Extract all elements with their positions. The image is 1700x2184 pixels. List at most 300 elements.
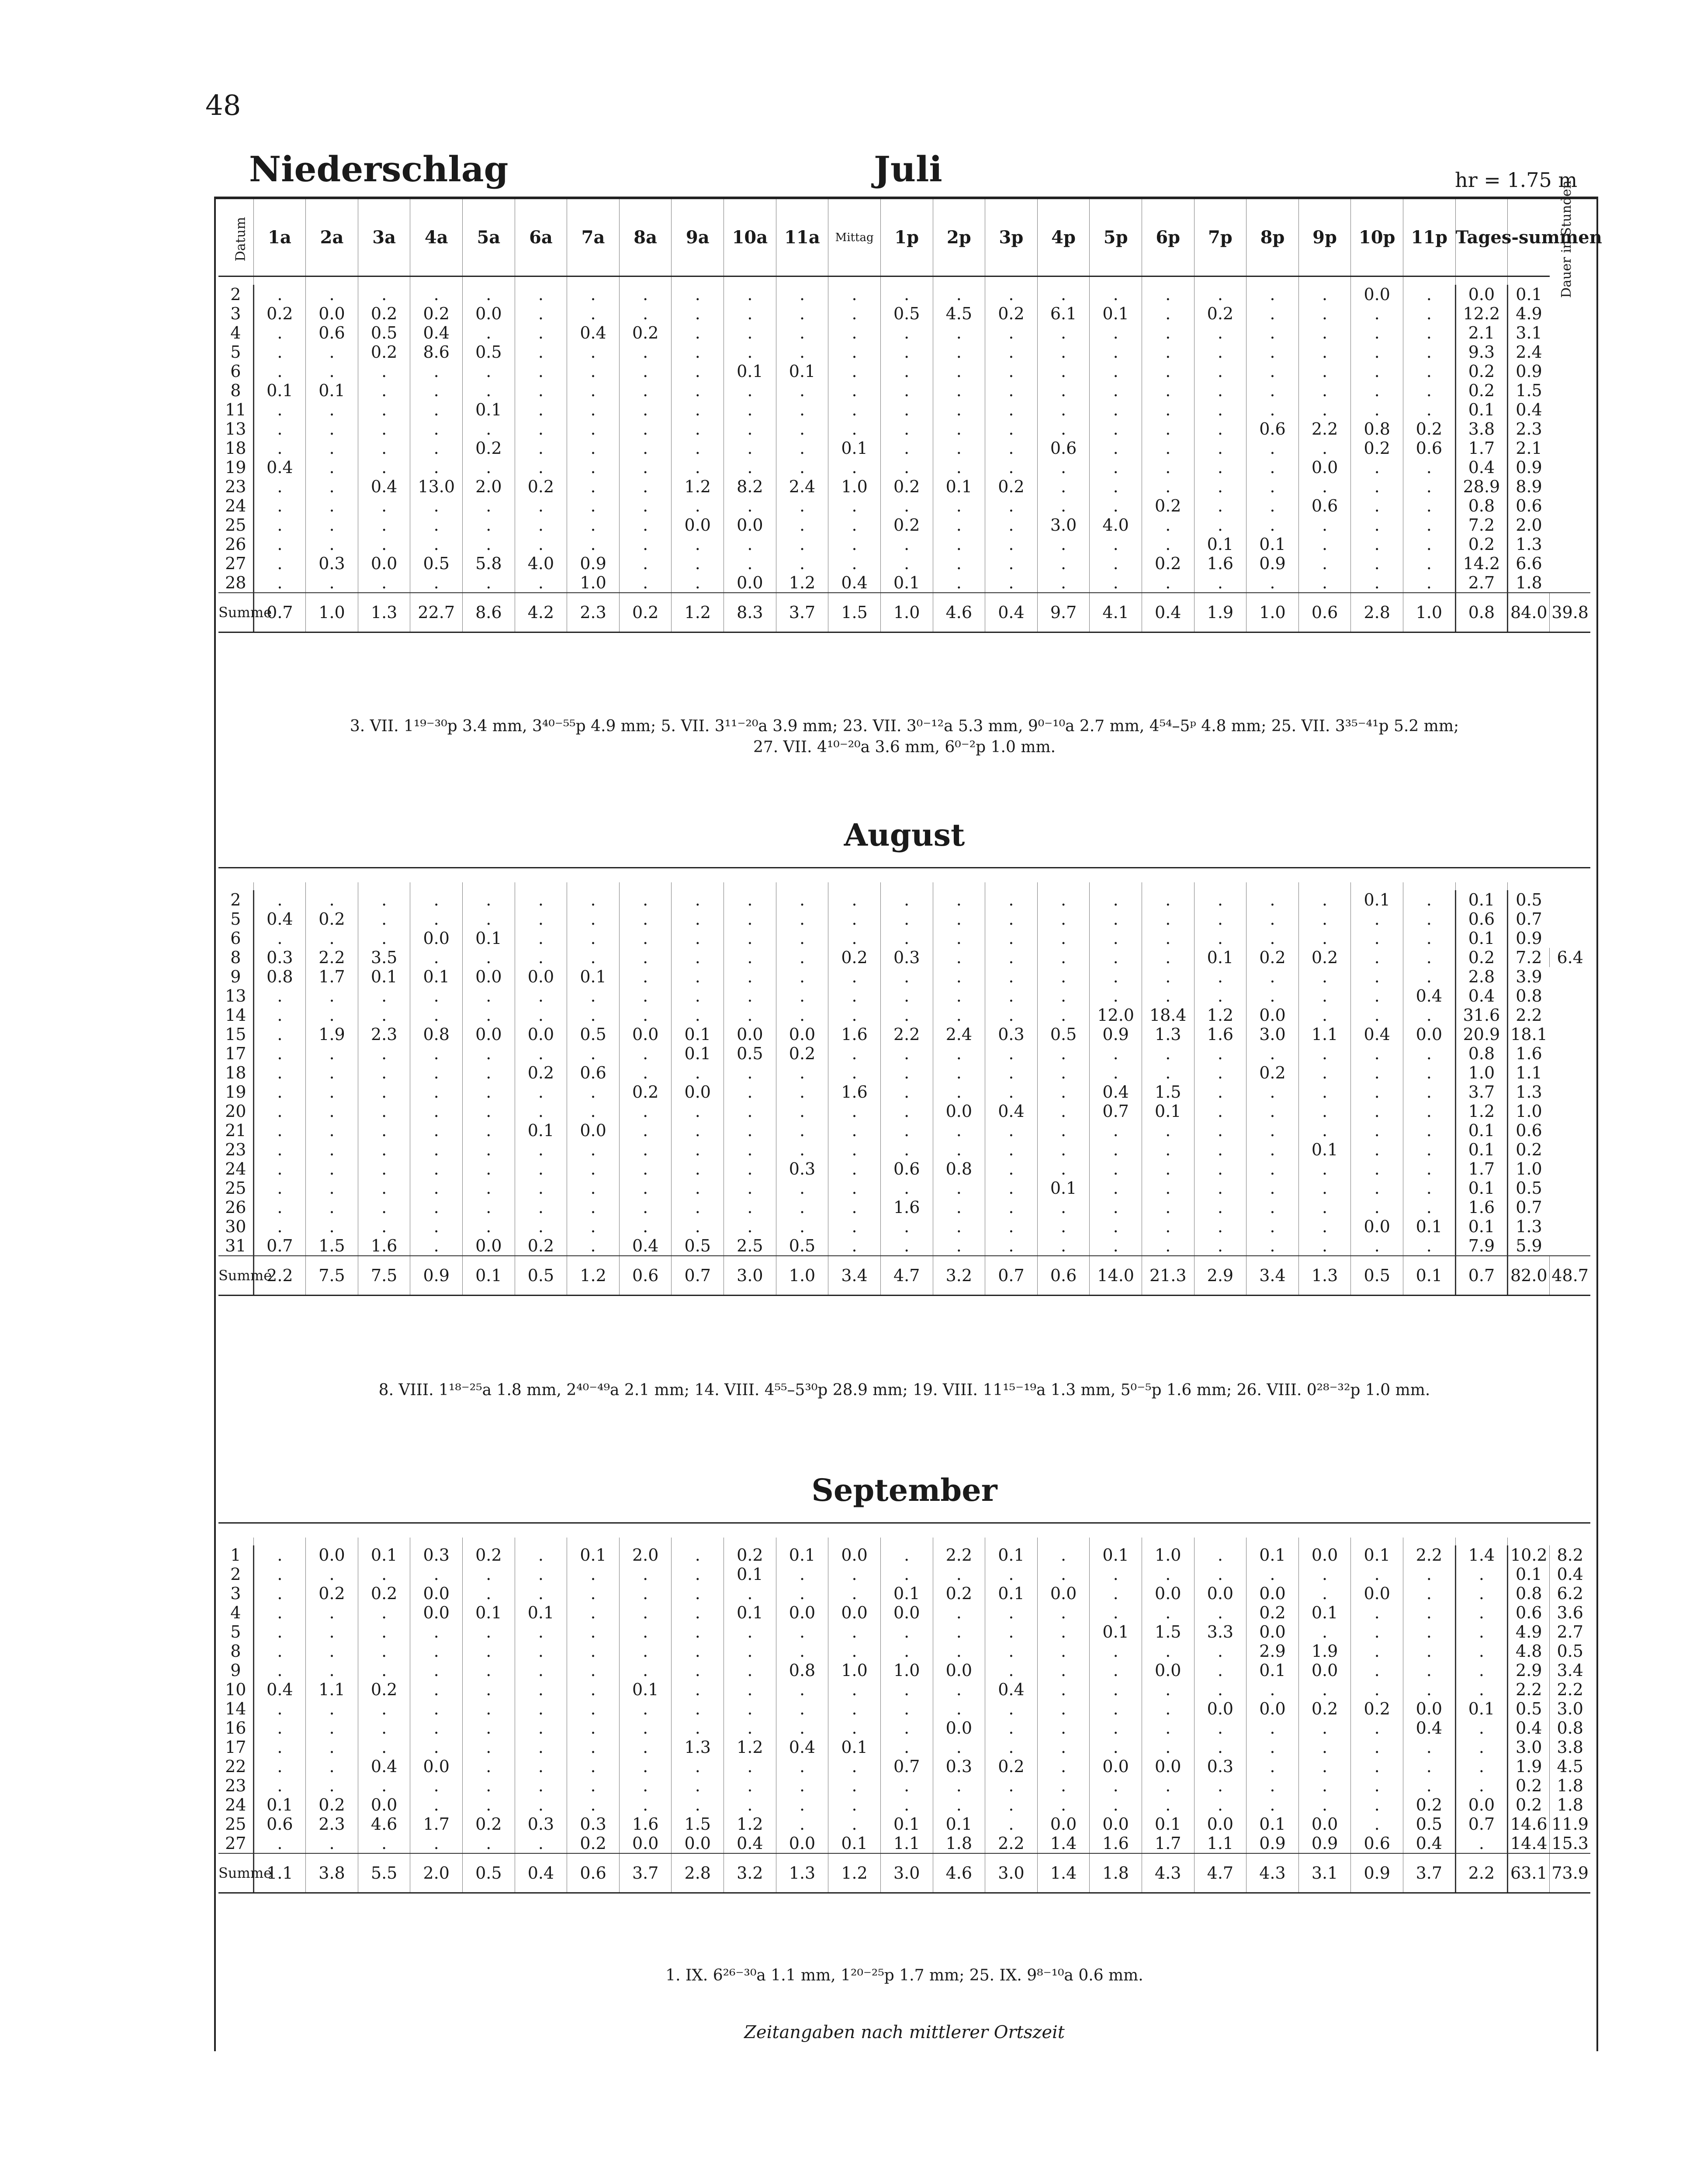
hourly-value-cell: . bbox=[567, 1641, 620, 1661]
hourly-value-cell: . bbox=[1142, 1699, 1194, 1718]
hourly-value-cell: . bbox=[253, 1757, 306, 1776]
sum-cell: 1.2 bbox=[567, 1256, 620, 1296]
column-header: Tages-summen bbox=[1455, 199, 1508, 276]
hourly-value-cell: . bbox=[515, 573, 567, 593]
day-cell: 14 bbox=[218, 1699, 253, 1718]
hourly-value-cell: . bbox=[1298, 323, 1351, 342]
hourly-value-cell: . bbox=[410, 285, 463, 304]
hourly-value-cell: . bbox=[619, 1121, 672, 1140]
day-cell: 18 bbox=[218, 439, 253, 458]
hourly-value-cell: . bbox=[828, 1140, 881, 1159]
sum-cell: 4.1 bbox=[1090, 593, 1142, 632]
hourly-value-cell: 1.2 bbox=[672, 477, 724, 496]
hourly-value-cell: . bbox=[1351, 929, 1403, 948]
day-cell: 4 bbox=[218, 323, 253, 342]
hourly-value-cell: . bbox=[515, 285, 567, 304]
sum-cell: 3.7 bbox=[1403, 1853, 1456, 1893]
hourly-value-cell: . bbox=[410, 1063, 463, 1082]
sum-cell: 22.7 bbox=[410, 593, 463, 632]
hourly-value-cell: . bbox=[1298, 929, 1351, 948]
september-rule bbox=[218, 1522, 1590, 1524]
hourly-value-cell: . bbox=[1403, 535, 1456, 554]
hourly-value-cell: . bbox=[253, 419, 306, 439]
hourly-value-cell: . bbox=[1142, 1680, 1194, 1699]
hourly-value-cell: . bbox=[253, 1565, 306, 1584]
hourly-value-cell: . bbox=[567, 1738, 620, 1757]
hourly-value-cell: . bbox=[1351, 909, 1403, 929]
hourly-value-cell: . bbox=[463, 986, 515, 1006]
hourly-value-cell: 2.0 bbox=[463, 477, 515, 496]
hourly-value-cell: . bbox=[985, 285, 1038, 304]
hourly-value-cell: 0.4 bbox=[1351, 1025, 1403, 1044]
hourly-value-cell: . bbox=[776, 400, 828, 419]
hourly-value-cell: . bbox=[828, 535, 881, 554]
table-row bbox=[218, 304, 1590, 323]
duration-cell: 1.8 bbox=[1508, 573, 1550, 593]
hourly-value-cell: . bbox=[1090, 1565, 1142, 1584]
hourly-value-cell: . bbox=[880, 1795, 933, 1814]
hourly-value-cell: . bbox=[1403, 515, 1456, 535]
hourly-value-cell: . bbox=[1037, 1545, 1090, 1565]
hourly-value-cell: . bbox=[985, 1198, 1038, 1217]
hourly-value-cell: . bbox=[1351, 1140, 1403, 1159]
hourly-value-cell: . bbox=[1246, 1776, 1299, 1795]
sum-cell: 3.0 bbox=[985, 1853, 1038, 1893]
hourly-value-cell: . bbox=[1403, 1776, 1456, 1795]
hourly-value-cell: . bbox=[619, 1140, 672, 1159]
duration-cell: 18.1 bbox=[1508, 1025, 1550, 1044]
hourly-value-cell: . bbox=[672, 554, 724, 573]
table-row bbox=[218, 515, 1590, 535]
sum-cell: 3.2 bbox=[933, 1256, 985, 1296]
hourly-value-cell: . bbox=[1090, 400, 1142, 419]
hourly-value-cell: 3.3 bbox=[1194, 1622, 1246, 1641]
hourly-value-cell: . bbox=[253, 1102, 306, 1121]
hourly-value-cell: . bbox=[1037, 1198, 1090, 1217]
day-cell: 27 bbox=[218, 1834, 253, 1853]
hourly-value-cell: . bbox=[1194, 1603, 1246, 1622]
hourly-value-cell: . bbox=[463, 1217, 515, 1236]
hourly-value-cell: . bbox=[776, 1102, 828, 1121]
hourly-value-cell: . bbox=[463, 1776, 515, 1795]
hourly-value-cell: . bbox=[1351, 1198, 1403, 1217]
hourly-value-cell: 0.1 bbox=[880, 1814, 933, 1834]
sum-cell: 63.1 bbox=[1508, 1853, 1550, 1893]
hourly-value-cell: . bbox=[358, 890, 410, 909]
hourly-value-cell: 0.4 bbox=[1403, 1718, 1456, 1738]
hourly-value-cell: . bbox=[1351, 948, 1403, 967]
hourly-value-cell: 0.0 bbox=[463, 1025, 515, 1044]
hourly-value-cell: . bbox=[828, 285, 881, 304]
table-row bbox=[218, 362, 1590, 381]
hourly-value-cell: . bbox=[880, 1044, 933, 1063]
duration-cell: 0.7 bbox=[1508, 1198, 1550, 1217]
hourly-value-cell: . bbox=[1403, 1565, 1456, 1584]
hourly-value-cell: . bbox=[933, 1198, 985, 1217]
hourly-value-cell: . bbox=[253, 1776, 306, 1795]
column-header: 4a bbox=[410, 199, 463, 276]
hourly-value-cell: 2.2 bbox=[1403, 1545, 1456, 1565]
hourly-value-cell: . bbox=[306, 1834, 358, 1853]
hourly-value-cell: . bbox=[1037, 1236, 1090, 1256]
hourly-value-cell: . bbox=[1403, 1102, 1456, 1121]
hourly-value-cell: . bbox=[1298, 554, 1351, 573]
duration-cell: 0.7 bbox=[1508, 909, 1550, 929]
day-cell: 31 bbox=[218, 1236, 253, 1256]
hourly-value-cell: . bbox=[1194, 400, 1246, 419]
hourly-value-cell: . bbox=[463, 1795, 515, 1814]
juli-footnote-line-1: 3. VII. 1¹⁹⁻³⁰p 3.4 mm, 3⁴⁰⁻⁵⁵p 4.9 mm; 5. VII. 3¹¹⁻²⁰a 3.9 mm; 23. VII. 3⁰⁻¹²a 5.3 mm, 9⁰⁻¹⁰a 2.7 mm, 4⁵⁴–5ᵖ 4.8 mm; 25. VII. 3³⁵⁻⁴¹p 5.2 mm; bbox=[350, 717, 1459, 735]
hourly-value-cell: . bbox=[724, 1718, 776, 1738]
hourly-value-cell: . bbox=[933, 1565, 985, 1584]
hourly-value-cell: . bbox=[985, 573, 1038, 593]
hourly-value-cell: . bbox=[933, 1236, 985, 1256]
hourly-value-cell: . bbox=[1403, 1622, 1456, 1641]
hourly-value-cell: . bbox=[1037, 986, 1090, 1006]
hourly-value-cell: 0.2 bbox=[1298, 1699, 1351, 1718]
hourly-value-cell: 0.3 bbox=[253, 948, 306, 967]
hourly-value-cell: . bbox=[880, 1565, 933, 1584]
hourly-value-cell: . bbox=[1090, 1198, 1142, 1217]
duration-cell: 0.2 bbox=[1508, 1140, 1550, 1159]
hourly-value-cell: 0.4 bbox=[1090, 1082, 1142, 1102]
hourly-value-cell: . bbox=[567, 342, 620, 362]
hourly-value-cell: . bbox=[1090, 496, 1142, 515]
hourly-value-cell: . bbox=[463, 1121, 515, 1140]
table-row bbox=[218, 477, 1590, 496]
hourly-value-cell: . bbox=[672, 1680, 724, 1699]
column-header: 6a bbox=[515, 199, 567, 276]
hourly-value-cell: . bbox=[1142, 535, 1194, 554]
hourly-value-cell: . bbox=[1142, 285, 1194, 304]
hourly-value-cell: . bbox=[672, 967, 724, 986]
hourly-value-cell: 0.2 bbox=[985, 1757, 1038, 1776]
hourly-value-cell: . bbox=[463, 1044, 515, 1063]
duration-cell: 3.1 bbox=[1508, 323, 1550, 342]
hourly-value-cell: . bbox=[253, 1718, 306, 1738]
hourly-value-cell: 0.2 bbox=[828, 948, 881, 967]
hourly-value-cell: . bbox=[306, 986, 358, 1006]
day-cell: 8 bbox=[218, 1641, 253, 1661]
duration-cell: 14.6 bbox=[1508, 1814, 1550, 1834]
hourly-value-cell: . bbox=[828, 1776, 881, 1795]
hourly-value-cell: . bbox=[1194, 1140, 1246, 1159]
hourly-value-cell: . bbox=[776, 1063, 828, 1082]
hourly-value-cell: 3.0 bbox=[1550, 1699, 1590, 1718]
hourly-value-cell: . bbox=[1142, 909, 1194, 929]
hourly-value-cell: . bbox=[515, 515, 567, 535]
day-cell: 15 bbox=[218, 1025, 253, 1044]
hourly-value-cell: . bbox=[358, 1082, 410, 1102]
hourly-value-cell: . bbox=[1194, 1217, 1246, 1236]
sum-cell: 0.5 bbox=[463, 1853, 515, 1893]
daily-sum-cell: 31.6 bbox=[1455, 1006, 1508, 1025]
column-header: 3p bbox=[985, 199, 1038, 276]
september-precipitation-table bbox=[218, 1538, 1590, 1894]
hourly-value-cell: 0.0 bbox=[1246, 1699, 1299, 1718]
hourly-value-cell: 1.5 bbox=[306, 1236, 358, 1256]
hourly-value-cell: . bbox=[1194, 1082, 1246, 1102]
hourly-value-cell: 2.2 bbox=[880, 1025, 933, 1044]
column-header: 8p bbox=[1246, 199, 1299, 276]
hourly-value-cell: . bbox=[1037, 554, 1090, 573]
day-cell: 17 bbox=[218, 1738, 253, 1757]
hourly-value-cell: . bbox=[358, 909, 410, 929]
hourly-value-cell: . bbox=[515, 1159, 567, 1178]
hourly-value-cell: . bbox=[567, 1680, 620, 1699]
hourly-value-cell: . bbox=[410, 1140, 463, 1159]
daily-sum-cell: 1.7 bbox=[1455, 439, 1508, 458]
hourly-value-cell: 0.1 bbox=[463, 1603, 515, 1622]
hourly-value-cell: . bbox=[776, 304, 828, 323]
hourly-value-cell: 0.2 bbox=[619, 323, 672, 342]
hourly-value-cell: . bbox=[880, 1680, 933, 1699]
hourly-value-cell: . bbox=[1403, 1063, 1456, 1082]
hourly-value-cell: . bbox=[828, 1757, 881, 1776]
hourly-value-cell: . bbox=[253, 1641, 306, 1661]
table-row bbox=[218, 342, 1590, 362]
hourly-value-cell: 0.1 bbox=[253, 381, 306, 400]
hourly-value-cell: 0.0 bbox=[672, 1082, 724, 1102]
hourly-value-cell: 0.0 bbox=[1298, 1661, 1351, 1680]
sum-cell: 2.9 bbox=[1194, 1256, 1246, 1296]
hourly-value-cell: 0.0 bbox=[1090, 1757, 1142, 1776]
hourly-value-cell: . bbox=[1194, 285, 1246, 304]
hourly-value-cell: . bbox=[1298, 285, 1351, 304]
hourly-value-cell: . bbox=[1298, 477, 1351, 496]
hourly-value-cell: . bbox=[1037, 362, 1090, 381]
hourly-value-cell: . bbox=[410, 1121, 463, 1140]
august-precipitation-table bbox=[218, 882, 1590, 1296]
table-row bbox=[218, 1025, 1590, 1044]
table-row bbox=[218, 1082, 1590, 1102]
hourly-value-cell: . bbox=[1194, 1565, 1246, 1584]
sum-row bbox=[218, 1256, 1590, 1296]
hourly-value-cell: . bbox=[776, 1718, 828, 1738]
hourly-value-cell: . bbox=[619, 1699, 672, 1718]
daily-sum-cell: . bbox=[1455, 1622, 1508, 1641]
hourly-value-cell: . bbox=[567, 1178, 620, 1198]
hourly-value-cell: . bbox=[880, 1063, 933, 1082]
hourly-value-cell: . bbox=[306, 1102, 358, 1121]
hourly-value-cell: 0.0 bbox=[410, 929, 463, 948]
hourly-value-cell: . bbox=[880, 1718, 933, 1738]
hourly-value-cell: . bbox=[567, 400, 620, 419]
hourly-value-cell: . bbox=[619, 1006, 672, 1025]
hourly-value-cell: . bbox=[1090, 1603, 1142, 1622]
hourly-value-cell: . bbox=[619, 573, 672, 593]
hourly-value-cell: . bbox=[1037, 1063, 1090, 1082]
hourly-value-cell: . bbox=[933, 890, 985, 909]
hourly-value-cell: . bbox=[1142, 304, 1194, 323]
hourly-value-cell: . bbox=[933, 1776, 985, 1795]
hourly-value-cell: 0.1 bbox=[776, 362, 828, 381]
hourly-value-cell: 0.8 bbox=[776, 1661, 828, 1680]
column-header: 11a bbox=[776, 199, 828, 276]
hourly-value-cell: . bbox=[880, 1738, 933, 1757]
hourly-value-cell: . bbox=[1090, 967, 1142, 986]
hourly-value-cell: 0.2 bbox=[985, 304, 1038, 323]
hourly-value-cell: . bbox=[1246, 1236, 1299, 1256]
hourly-value-cell: 0.4 bbox=[358, 477, 410, 496]
hourly-value-cell: . bbox=[410, 515, 463, 535]
hourly-value-cell: . bbox=[306, 362, 358, 381]
hourly-value-cell: . bbox=[1090, 573, 1142, 593]
hourly-value-cell: . bbox=[880, 1217, 933, 1236]
hourly-value-cell: . bbox=[358, 1641, 410, 1661]
hourly-value-cell: . bbox=[1298, 890, 1351, 909]
hourly-value-cell: . bbox=[933, 1795, 985, 1814]
sum-cell: 1.3 bbox=[1298, 1256, 1351, 1296]
hourly-value-cell: 0.6 bbox=[1246, 419, 1299, 439]
hourly-value-cell: . bbox=[619, 1178, 672, 1198]
hourly-value-cell: . bbox=[515, 1718, 567, 1738]
hourly-value-cell: . bbox=[1194, 1102, 1246, 1121]
duration-cell: 8.9 bbox=[1508, 477, 1550, 496]
duration-cell: 1.3 bbox=[1508, 535, 1550, 554]
hourly-value-cell: 3.0 bbox=[1246, 1025, 1299, 1044]
hourly-value-cell: . bbox=[776, 948, 828, 967]
hourly-value-cell: 2.4 bbox=[776, 477, 828, 496]
hourly-value-cell: . bbox=[515, 1178, 567, 1198]
hourly-value-cell: 0.4 bbox=[619, 1236, 672, 1256]
hourly-value-cell: . bbox=[724, 342, 776, 362]
hourly-value-cell: . bbox=[567, 362, 620, 381]
daily-sum-cell: 0.2 bbox=[1455, 948, 1508, 967]
duration-cell: 5.9 bbox=[1508, 1236, 1550, 1256]
hourly-value-cell: . bbox=[776, 1680, 828, 1699]
hourly-value-cell: 1.0 bbox=[828, 477, 881, 496]
hourly-value-cell: . bbox=[253, 1217, 306, 1236]
hourly-value-cell: . bbox=[985, 1006, 1038, 1025]
duration-cell: 0.9 bbox=[1508, 458, 1550, 477]
duration-cell: 1.9 bbox=[1508, 1757, 1550, 1776]
hourly-value-cell: . bbox=[619, 1159, 672, 1178]
hourly-value-cell: . bbox=[358, 1738, 410, 1757]
hourly-value-cell: 0.2 bbox=[358, 342, 410, 362]
hourly-value-cell: . bbox=[1246, 1718, 1299, 1738]
hourly-value-cell: 0.0 bbox=[1142, 1757, 1194, 1776]
hourly-value-cell: 0.2 bbox=[1142, 554, 1194, 573]
daily-sum-cell: . bbox=[1455, 1738, 1508, 1757]
hourly-value-cell: . bbox=[724, 1121, 776, 1140]
hourly-value-cell: 1.0 bbox=[1142, 1545, 1194, 1565]
hourly-value-cell: . bbox=[828, 967, 881, 986]
hourly-value-cell: . bbox=[672, 1795, 724, 1814]
hourly-value-cell: . bbox=[724, 929, 776, 948]
hourly-value-cell: . bbox=[1090, 535, 1142, 554]
duration-cell: 3.9 bbox=[1508, 967, 1550, 986]
hourly-value-cell: . bbox=[1246, 458, 1299, 477]
hourly-value-cell: . bbox=[463, 323, 515, 342]
hourly-value-cell: 0.4 bbox=[410, 323, 463, 342]
hourly-value-cell: . bbox=[358, 1603, 410, 1622]
duration-cell: 6.6 bbox=[1508, 554, 1550, 573]
hourly-value-cell: . bbox=[567, 496, 620, 515]
daily-sum-cell: 0.1 bbox=[1455, 1140, 1508, 1159]
hourly-value-cell: . bbox=[1194, 381, 1246, 400]
hourly-value-cell: 1.6 bbox=[619, 1814, 672, 1834]
hourly-value-cell: . bbox=[880, 1082, 933, 1102]
hourly-value-cell: . bbox=[463, 1584, 515, 1603]
hourly-value-cell: . bbox=[1351, 1718, 1403, 1738]
sum-cell: 7.5 bbox=[306, 1256, 358, 1296]
hourly-value-cell: . bbox=[1142, 986, 1194, 1006]
hourly-value-cell: 0.1 bbox=[1246, 1814, 1299, 1834]
hourly-value-cell: 1.6 bbox=[1090, 1834, 1142, 1853]
hourly-value-cell: . bbox=[1194, 1198, 1246, 1217]
hourly-value-cell: . bbox=[515, 1661, 567, 1680]
hourly-value-cell: . bbox=[1246, 285, 1299, 304]
hourly-value-cell: . bbox=[672, 1140, 724, 1159]
hourly-value-cell: . bbox=[1298, 342, 1351, 362]
hourly-value-cell: 2.3 bbox=[306, 1814, 358, 1834]
hourly-value-cell: . bbox=[1194, 1044, 1246, 1063]
daily-sum-cell: 2.8 bbox=[1455, 967, 1508, 986]
duration-cell: 0.9 bbox=[1508, 362, 1550, 381]
hourly-value-cell: . bbox=[1403, 929, 1456, 948]
hourly-value-cell: 2.2 bbox=[1298, 419, 1351, 439]
hourly-value-cell: 0.0 bbox=[1246, 1006, 1299, 1025]
hourly-value-cell: . bbox=[1090, 381, 1142, 400]
hourly-value-cell: . bbox=[672, 323, 724, 342]
hourly-value-cell: . bbox=[567, 1236, 620, 1256]
hourly-value-cell: . bbox=[933, 1622, 985, 1641]
column-header: 7a bbox=[567, 199, 620, 276]
hourly-value-cell: . bbox=[358, 1198, 410, 1217]
hourly-value-cell: . bbox=[985, 1776, 1038, 1795]
duration-cell: 0.8 bbox=[1508, 986, 1550, 1006]
hourly-value-cell: . bbox=[515, 929, 567, 948]
hourly-value-cell: . bbox=[567, 1140, 620, 1159]
hourly-value-cell: 0.0 bbox=[1351, 1584, 1403, 1603]
hourly-value-cell: . bbox=[1194, 929, 1246, 948]
table-row bbox=[218, 967, 1590, 986]
sum-cell: 3.4 bbox=[1246, 1256, 1299, 1296]
hourly-value-cell: 1.9 bbox=[306, 1025, 358, 1044]
hourly-value-cell: . bbox=[985, 400, 1038, 419]
hourly-value-cell: 0.2 bbox=[880, 515, 933, 535]
hourly-value-cell: . bbox=[358, 285, 410, 304]
daily-sum-cell: . bbox=[1455, 1757, 1508, 1776]
hourly-value-cell: 1.8 bbox=[1550, 1776, 1590, 1795]
hourly-value-cell: . bbox=[1298, 1063, 1351, 1082]
hourly-value-cell: . bbox=[567, 1198, 620, 1217]
hourly-value-cell: . bbox=[880, 967, 933, 986]
hourly-value-cell: 8.6 bbox=[410, 342, 463, 362]
hourly-value-cell: . bbox=[724, 535, 776, 554]
hourly-value-cell: . bbox=[1403, 573, 1456, 593]
hourly-value-cell: 0.8 bbox=[253, 967, 306, 986]
hourly-value-cell: 0.2 bbox=[1351, 1699, 1403, 1718]
day-cell: 25 bbox=[218, 515, 253, 535]
hourly-value-cell: . bbox=[1403, 890, 1456, 909]
hourly-value-cell: . bbox=[515, 1699, 567, 1718]
hourly-value-cell: . bbox=[672, 1718, 724, 1738]
hourly-value-cell: . bbox=[567, 986, 620, 1006]
sum-cell: 0.6 bbox=[1298, 593, 1351, 632]
hourly-value-cell: . bbox=[410, 1738, 463, 1757]
hourly-value-cell: . bbox=[933, 1217, 985, 1236]
sum-cell: 9.7 bbox=[1037, 593, 1090, 632]
hourly-value-cell: 0.2 bbox=[1194, 304, 1246, 323]
hourly-value-cell: . bbox=[1403, 381, 1456, 400]
day-cell: 24 bbox=[218, 1795, 253, 1814]
hourly-value-cell: . bbox=[1351, 323, 1403, 342]
day-cell: 9 bbox=[218, 1661, 253, 1680]
page-number: 48 bbox=[205, 90, 241, 122]
hourly-value-cell: . bbox=[776, 515, 828, 535]
